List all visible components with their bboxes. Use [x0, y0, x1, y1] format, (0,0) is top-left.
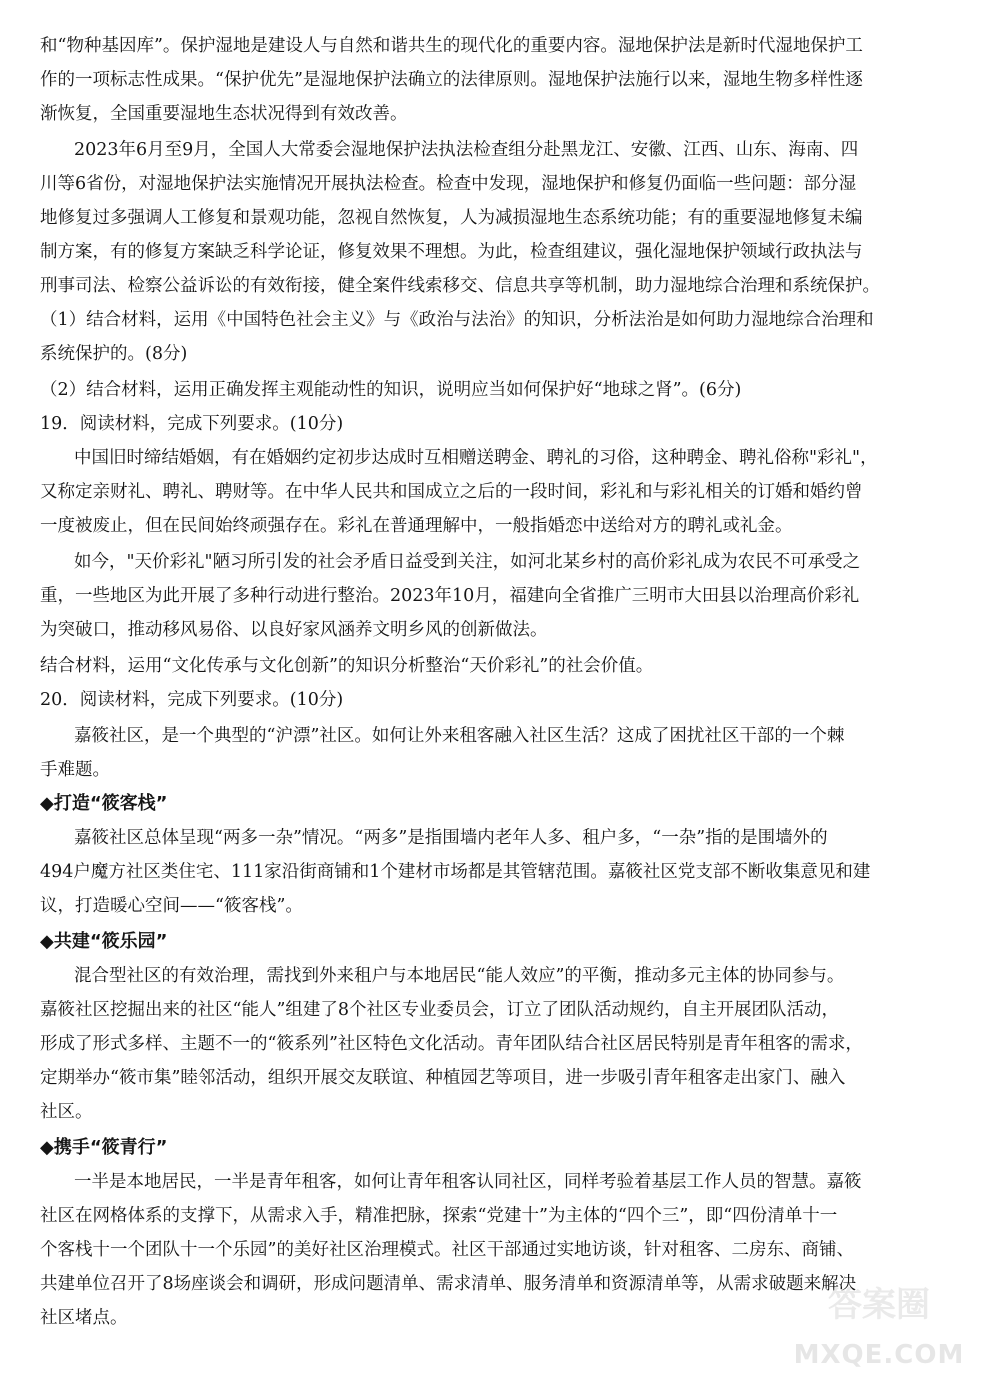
section-heading: ◆打造“筱客栈” — [40, 793, 168, 814]
text-line: 2023年6月至9月，全国人大常委会湿地保护法执法检查组分赴黑龙江、安徽、江西、山东、海南、四 — [74, 140, 859, 160]
question-2: （2）结合材料，运用正确发挥主观能动性的知识，说明应当如何保护好“地球之肾”。(6分) — [40, 380, 742, 400]
text-line: 嘉筱社区，是一个典型的“沪漂”社区。如何让外来租客融入社区生活？这成了困扰社区干部的一个棘 — [74, 726, 845, 746]
text-line: 地修复过多强调人工修复和景观功能，忽视自然恢复，人为减损湿地生态系统功能；有的重要湿地修复未编 — [40, 208, 863, 228]
text-line: 渐恢复，全国重要湿地生态状况得到有效改善。 — [40, 104, 408, 124]
text-line: 社区堵点。 — [40, 1308, 128, 1328]
text-line: 如今，"天价彩礼"陋习所引发的社会矛盾日益受到关注，如河北某乡村的高价彩礼成为农民不可承受之 — [74, 552, 861, 572]
text-line: 一度被废止，但在民间始终顽强存在。彩礼在普通理解中，一般指婚恋中送给对方的聘礼或礼金。 — [40, 516, 793, 536]
section-heading: ◆携手“筱青行” — [40, 1137, 168, 1158]
text-line: 川等6省份，对湿地保护法实施情况开展执法检查。检查中发现，湿地保护和修复仍面临一些问题：部分湿 — [40, 174, 857, 194]
watermark-site: MXQE.COM — [793, 1340, 965, 1370]
question-1-cont: 系统保护的。(8分) — [40, 344, 188, 364]
text-line: 中国旧时缔结婚姻，有在婚姻约定初步达成时互相赠送聘金、聘礼的习俗，这种聘金、聘礼俗称"彩礼"， — [74, 448, 878, 468]
text-line: 494户魔方社区类住宅、111家沿街商铺和1个建材市场都是其管辖范围。嘉筱社区党支部不断收集意见和建 — [40, 862, 871, 882]
text-line: 议，打造暖心空间——“筱客栈”。 — [40, 896, 303, 916]
question-1: （1）结合材料，运用《中国特色社会主义》与《政治与法治》的知识，分析法治是如何助力湿地综合治理和 — [40, 310, 874, 330]
watermark — [784, 1280, 974, 1370]
text-line: 定期举办“筱市集”睦邻活动，组织开展交友联谊、种植园艺等项目，进一步吸引青年租客走出家门、融入 — [40, 1068, 846, 1088]
text-line: 形成了形式多样、主题不一的“筱系列”社区特色文化活动。青年团队结合社区居民特别是青年租客的需求， — [40, 1034, 863, 1054]
text-line: 社区在网格体系的支撑下，从需求入手，精准把脉，探索“党建十”为主体的“四个三”，即“四份清单十一 — [40, 1206, 838, 1226]
watermark-logo: 答案圈 — [828, 1285, 930, 1325]
text-line: 重，一些地区为此开展了多种行动进行整治。2023年10月，福建向全省推广三明市大田县以治理高价彩礼 — [40, 586, 860, 606]
text-line: 和“物种基因库”。保护湿地是建设人与自然和谐共生的现代化的重要内容。湿地保护法是新时代湿地保护工 — [40, 36, 863, 56]
text-line: 一半是本地居民，一半是青年租客，如何让青年租客认同社区，同样考验着基层工作人员的智慧。嘉筱 — [74, 1172, 862, 1192]
text-line: 制方案，有的修复方案缺乏科学论证，修复效果不理想。为此，检查组建议，强化湿地保护领域行政执法与 — [40, 242, 863, 262]
question-19-title: 19．阅读材料，完成下列要求。(10分) — [40, 414, 344, 434]
section-heading: ◆共建“筱乐园” — [40, 931, 168, 952]
text-line: 又称定亲财礼、聘礼、聘财等。在中华人民共和国成立之后的一段时间，彩礼和与彩礼相关的订婚和婚约曾 — [40, 482, 863, 502]
text-line: 混合型社区的有效治理，需找到外来租户与本地居民“能人效应”的平衡，推动多元主体的协同参与。 — [74, 966, 845, 986]
text-line: 共建单位召开了8场座谈会和调研，形成问题清单、需求清单、服务清单和资源清单等，从需求破题来解决 — [40, 1274, 857, 1294]
text-line: 手难题。 — [40, 760, 110, 780]
text-line: 嘉筱社区总体呈现“两多一杂”情况。“两多”是指围墙内老年人多、租户多，“一杂”指的是围墙外的 — [74, 828, 828, 848]
text-line: 为突破口，推动移风易俗、以良好家风涵养文明乡风的创新做法。 — [40, 620, 548, 640]
question-20-title: 20．阅读材料，完成下列要求。(10分) — [40, 690, 344, 710]
text-line: 个客栈十一个团队十一个乐园”的美好社区治理模式。社区干部通过实地访谈，针对租客、二房东、商铺、 — [40, 1240, 854, 1260]
text-line: 刑事司法、检察公益诉讼的有效衔接，健全案件线索移交、信息共享等机制，助力湿地综合治理和系统保护。 — [40, 276, 880, 296]
text-line: 作的一项标志性成果。“保护优先”是湿地保护法确立的法律原则。湿地保护法施行以来，湿地生物多样性逐 — [40, 70, 863, 90]
text-line: 社区。 — [40, 1102, 93, 1122]
question-19-requirement: 结合材料，运用“文化传承与文化创新”的知识分析整治“天价彩礼”的社会价值。 — [40, 656, 654, 676]
text-line: 嘉筱社区挖掘出来的社区“能人”组建了8个社区专业委员会，订立了团队活动规约，自主开展团队活动， — [40, 1000, 840, 1020]
